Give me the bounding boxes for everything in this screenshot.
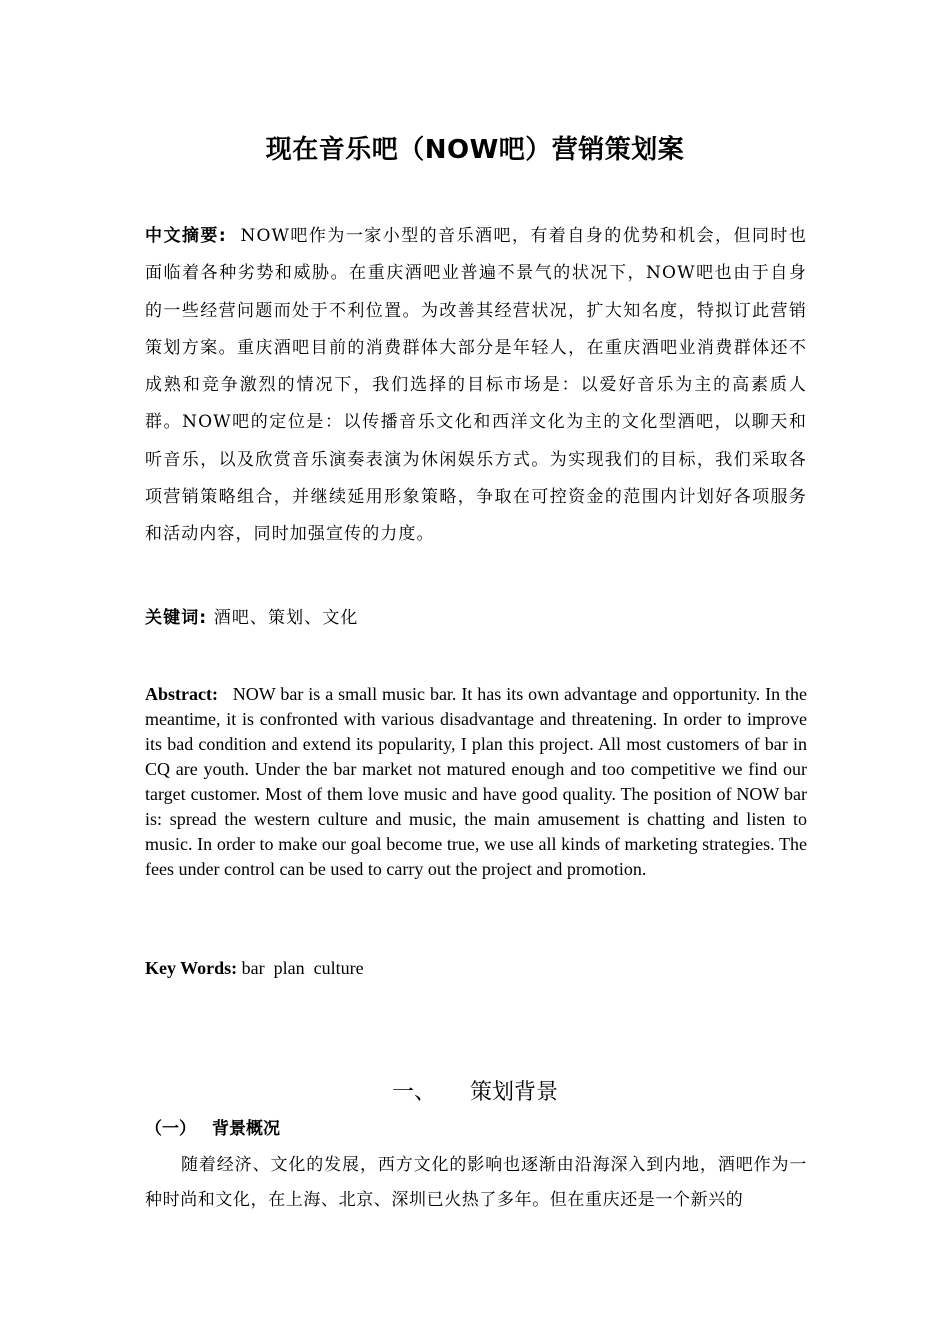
chinese-keywords xyxy=(145,600,807,637)
section-title: 策划背景 xyxy=(470,1080,559,1105)
subsection-number: （一） xyxy=(145,1119,196,1139)
chinese-abstract-label: 中文摘要: xyxy=(145,226,227,246)
english-abstract-text: NOW bar is a small music bar. It has its own advantage and opportunity. In the meantime, it is confronted with various disadvantage and threatening. In order to improve its bad condition and extend its popularity, I plan this project. All most customers of bar in CQ are youth. Under the bar market not matured enough and too competitive we find our target customer. Most of them love music and have good quality. The position of NOW bar is: spread the western culture and music, the main amusement is chatting and listen to music. In order to make our goal become true, we use all kinds of marketing strategies. The fees under control can be used to carry out the project and promotion. xyxy=(145,684,807,879)
english-keywords-label: Key Words: xyxy=(145,958,238,978)
chinese-abstract-text: NOW吧作为一家小型的音乐酒吧，有着自身的优势和机会，但同时也面临着各种劣势和威胁。在重庆酒吧业普遍不景气的状况下，NOW吧也由于自身的一些经营问题而处于不利位置。为改善其经营状况，扩大知名度，特拟订此营销策划方案。重庆酒吧目前的消费群体大部分是年轻人，在重庆酒吧业消费群体还不成熟和竞争激烈的情况下，我们选择的目标市场是：以爱好音乐为主的高素质人群。NOW吧的定位是：以传播音乐文化和西洋文化为主的文化型酒吧，以聊天和听音乐，以及欣赏音乐演奏表演为休闲娱乐方式。为实现我们的目标，我们采取各项营销策略组合，并继续延用形象策略，争取在可控资金的范围内计划好各项服务和活动内容，同时加强宣传的力度。 xyxy=(145,226,807,545)
chinese-abstract xyxy=(145,218,807,554)
document-title: 现在音乐吧（NOW吧）营销策划案 xyxy=(265,135,685,165)
body-paragraph: 随着经济、文化的发展，西方文化的影响也逐渐由沿海深入到内地，酒吧作为一种时尚和文化，在上海、北京、深圳已火热了多年。但在重庆还是一个新兴的 xyxy=(145,1155,807,1210)
chinese-keywords-label: 关键词: xyxy=(145,608,208,628)
subsection-title: 背景概况 xyxy=(212,1119,280,1139)
subsection-heading xyxy=(145,1115,280,1143)
chinese-keywords-text: 酒吧、策划、文化 xyxy=(213,608,359,628)
section-heading xyxy=(0,1076,950,1110)
english-keywords xyxy=(145,956,807,981)
english-keywords-text: bar plan culture xyxy=(241,958,364,978)
english-abstract-label: Abstract: xyxy=(145,684,218,704)
english-abstract xyxy=(145,682,807,882)
section-number: 一、 xyxy=(391,1080,436,1105)
